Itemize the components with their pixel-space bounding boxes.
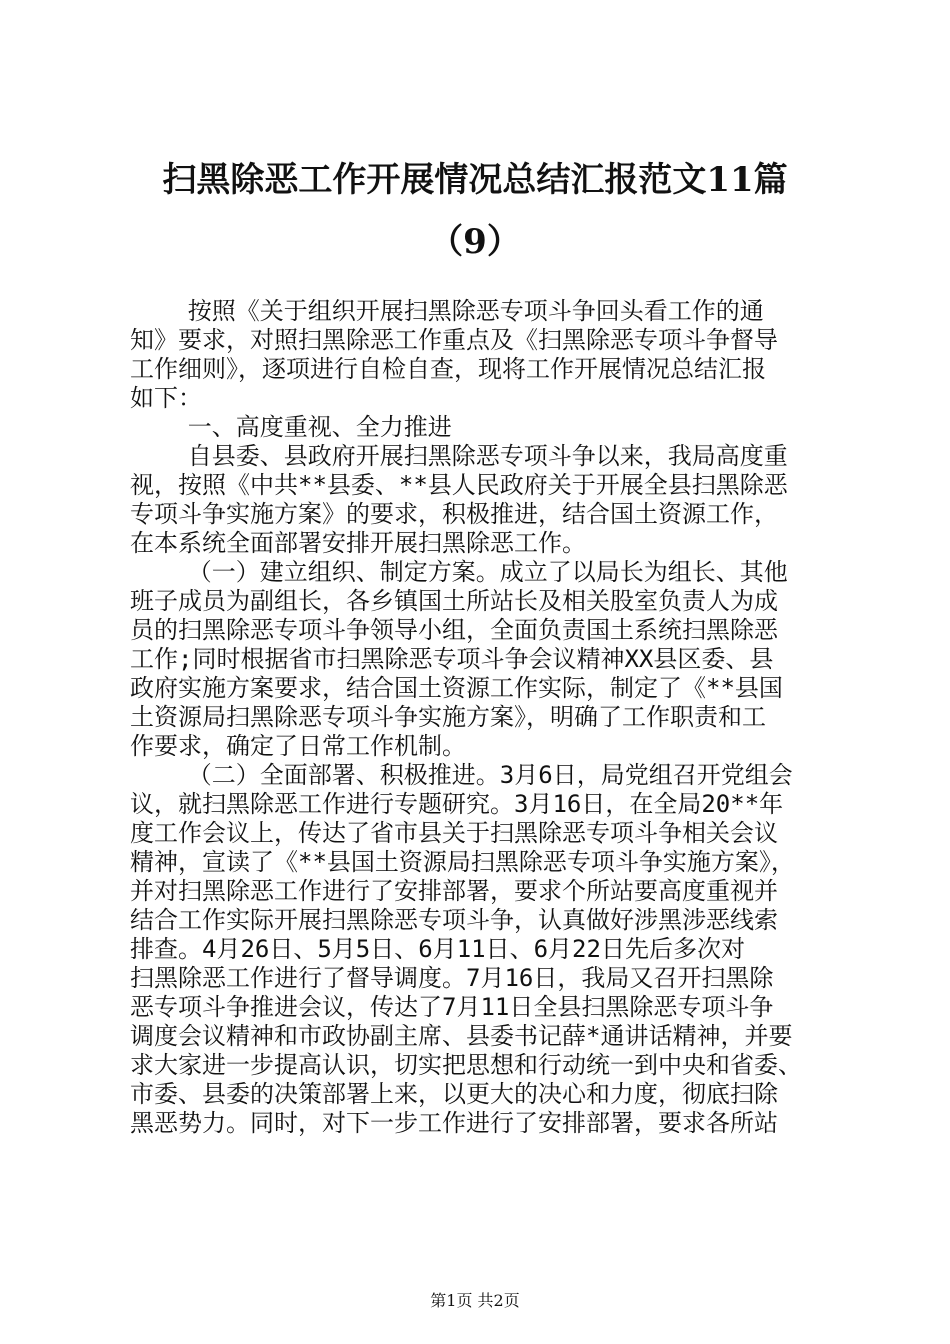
text-line: 结合工作实际开展扫黑除恶专项斗争，认真做好涉黑涉恶线索 [130, 906, 778, 934]
text-line: 视，按照《中共**县委、**县人民政府关于开展全县扫黑除恶 [130, 471, 788, 499]
text-line: 如下： [130, 384, 202, 412]
document-title: 扫黑除恶工作开展情况总结汇报范文11篇 [162, 160, 788, 200]
text-line: 在本系统全面部署安排开展扫黑除恶工作。 [130, 529, 586, 557]
text-line: 自县委、县政府开展扫黑除恶专项斗争以来，我局高度重 [130, 442, 788, 470]
text-line: 政府实施方案要求，结合国土资源工作实际，制定了《**县国 [130, 674, 783, 702]
text-line: 员的扫黑除恶专项斗争领导小组，全面负责国土系统扫黑除恶 [130, 616, 778, 644]
text-line: 一、高度重视、全力推进 [130, 413, 452, 441]
text-line: 求大家进一步提高认识，切实把思想和行动统一到中央和省委、 [130, 1051, 802, 1079]
text-line: 工作细则》，逐项进行自检自查，现将工作开展情况总结汇报 [130, 355, 766, 383]
text-line: 按照《关于组织开展扫黑除恶专项斗争回头看工作的通 [130, 297, 764, 325]
text-line: 度工作会议上，传达了省市县关于扫黑除恶专项斗争相关会议 [130, 819, 778, 847]
text-line: （二）全面部署、积极推进。3月6日，局党组召开党组会 [130, 761, 793, 789]
text-line: 作要求，确定了日常工作机制。 [130, 732, 466, 760]
text-line: 扫黑除恶工作进行了督导调度。7月16日，我局又召开扫黑除 [130, 964, 774, 992]
text-line: 精神，宣读了《**县国土资源局扫黑除恶专项斗争实施方案》， [130, 848, 795, 876]
text-line: 班子成员为副组长，各乡镇国土所站长及相关股室负责人为成 [130, 587, 778, 615]
text-line: 黑恶势力。同时，对下一步工作进行了安排部署，要求各所站 [130, 1109, 778, 1137]
text-line: 并对扫黑除恶工作进行了安排部署，要求个所站要高度重视并 [130, 877, 778, 905]
text-line: 市委、县委的决策部署上来，以更大的决心和力度，彻底扫除 [130, 1080, 778, 1108]
text-line: 调度会议精神和市政协副主席、县委书记薛*通讲话精神，并要 [130, 1022, 793, 1050]
document-title-continuation: （9） [429, 222, 521, 262]
text-line: 议，就扫黑除恶工作进行专题研究。3月16日，在全局20**年 [130, 790, 784, 818]
text-line: （一）建立组织、制定方案。成立了以局长为组长、其他 [130, 558, 788, 586]
text-line: 土资源局扫黑除恶专项斗争实施方案》，明确了工作职责和工 [130, 703, 766, 731]
text-line: 专项斗争实施方案》的要求，积极推进，结合国土资源工作， [130, 500, 778, 528]
text-line: 排查。4月26日、5月5日、6月11日、6月22日先后多次对 [130, 935, 745, 963]
page-number: 第1页 共2页 [430, 1291, 520, 1310]
text-line: 工作;同时根据省市扫黑除恶专项斗争会议精神XX县区委、县 [130, 645, 774, 673]
document-body [130, 297, 830, 1138]
text-line: 知》要求，对照扫黑除恶工作重点及《扫黑除恶专项斗争督导 [130, 326, 778, 354]
text-line: 恶专项斗争推进会议，传达了7月11日全县扫黑除恶专项斗争 [130, 993, 774, 1021]
